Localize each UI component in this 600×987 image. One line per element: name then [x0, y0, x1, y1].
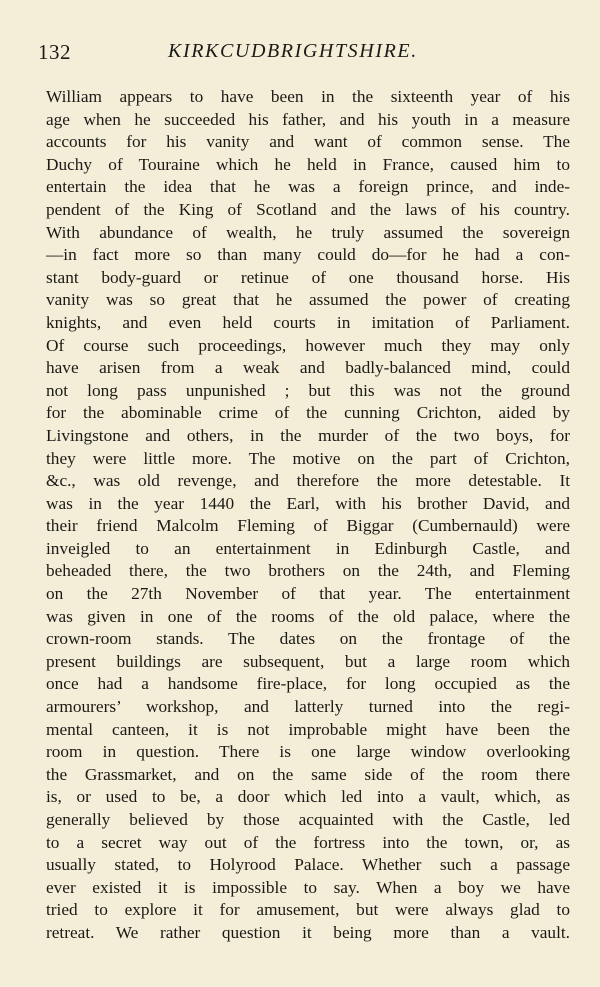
text-line: inveigled to an entertainment in Edinburgh Castle, and	[46, 538, 570, 558]
text-line: ever existed it is impossible to say. When a boy we have	[46, 877, 570, 897]
text-line: beheaded there, the two brothers on the 24th, and Fleming	[46, 561, 570, 581]
text-line: —in fact more so than many could do—for he had a con-	[46, 245, 570, 265]
text-line: not long pass unpunished ; but this was not the ground	[46, 380, 570, 400]
text-line: William appears to have been in the sixteenth year of his	[46, 87, 570, 106]
text-line: accounts for his vanity and want of common sense. The	[46, 132, 570, 152]
text-line: Livingstone and others, in the murder of the two boys, for	[46, 425, 570, 445]
text-line: their friend Malcolm Fleming of Biggar (Cumbernauld) were	[46, 516, 570, 536]
text-line: for the abominable crime of the cunning Crichton, aided by	[46, 403, 570, 423]
text-line: With abundance of wealth, he truly assumed the sovereign	[46, 222, 570, 242]
text-line: knights, and even held courts in imitation of Parliament.	[46, 312, 570, 332]
text-line: they were little more. The motive on the part of Crichton,	[46, 448, 570, 468]
text-line: on the 27th November of that year. The entertainment	[46, 584, 570, 604]
text-line: armourers’ workshop, and latterly turned into the regi-	[46, 697, 570, 717]
running-title: KIRKCUDBRIGHTSHIRE.	[168, 40, 418, 62]
text-line: is, or used to be, a door which led into a vault, which, as	[46, 787, 570, 807]
text-line: mental canteen, it is not improbable might have been the	[46, 719, 570, 739]
text-line: tried to explore it for amusement, but were always glad to	[46, 900, 570, 920]
text-line: Duchy of Touraine which he held in France, caused him to	[46, 154, 570, 174]
text-line: vanity was so great that he assumed the power of creating	[46, 290, 570, 310]
text-line: present buildings are subsequent, but a large room which	[46, 651, 570, 671]
text-line: room in question. There is one large window overlooking	[46, 742, 570, 762]
text-line: the Grassmarket, and on the same side of the room there	[46, 764, 570, 784]
text-line: have arisen from a weak and badly-balanced mind, could	[46, 358, 570, 378]
text-line: age when he succeeded his father, and his youth in a measure	[46, 109, 570, 129]
body-text	[46, 86, 570, 945]
running-head	[38, 40, 568, 66]
text-line: once had a handsome fire-place, for long occupied as the	[46, 674, 570, 694]
text-line: Of course such proceedings, however much they may only	[46, 335, 570, 355]
text-line: usually stated, to Holyrood Palace. Whether such a passage	[46, 855, 570, 875]
text-line: to a secret way out of the fortress into the town, or, as	[46, 832, 570, 852]
page-number: 132	[38, 40, 71, 64]
text-line: &c., was old revenge, and therefore the more detestable. It	[46, 471, 570, 491]
text-line: generally believed by those acquainted with the Castle, led	[46, 810, 570, 829]
text-line: pendent of the King of Scotland and the laws of his country.	[46, 199, 570, 219]
text-line: stant body-guard or retinue of one thousand horse. His	[46, 267, 570, 287]
text-line: was given in one of the rooms of the old palace, where the	[46, 606, 570, 626]
text-line: retreat. We rather question it being more than a vault.	[46, 922, 570, 942]
text-line: was in the year 1440 the Earl, with his brother David, and	[46, 493, 570, 513]
text-line: crown-room stands. The dates on the frontage of the	[46, 629, 570, 649]
text-line: entertain the idea that he was a foreign prince, and inde-	[46, 177, 570, 197]
